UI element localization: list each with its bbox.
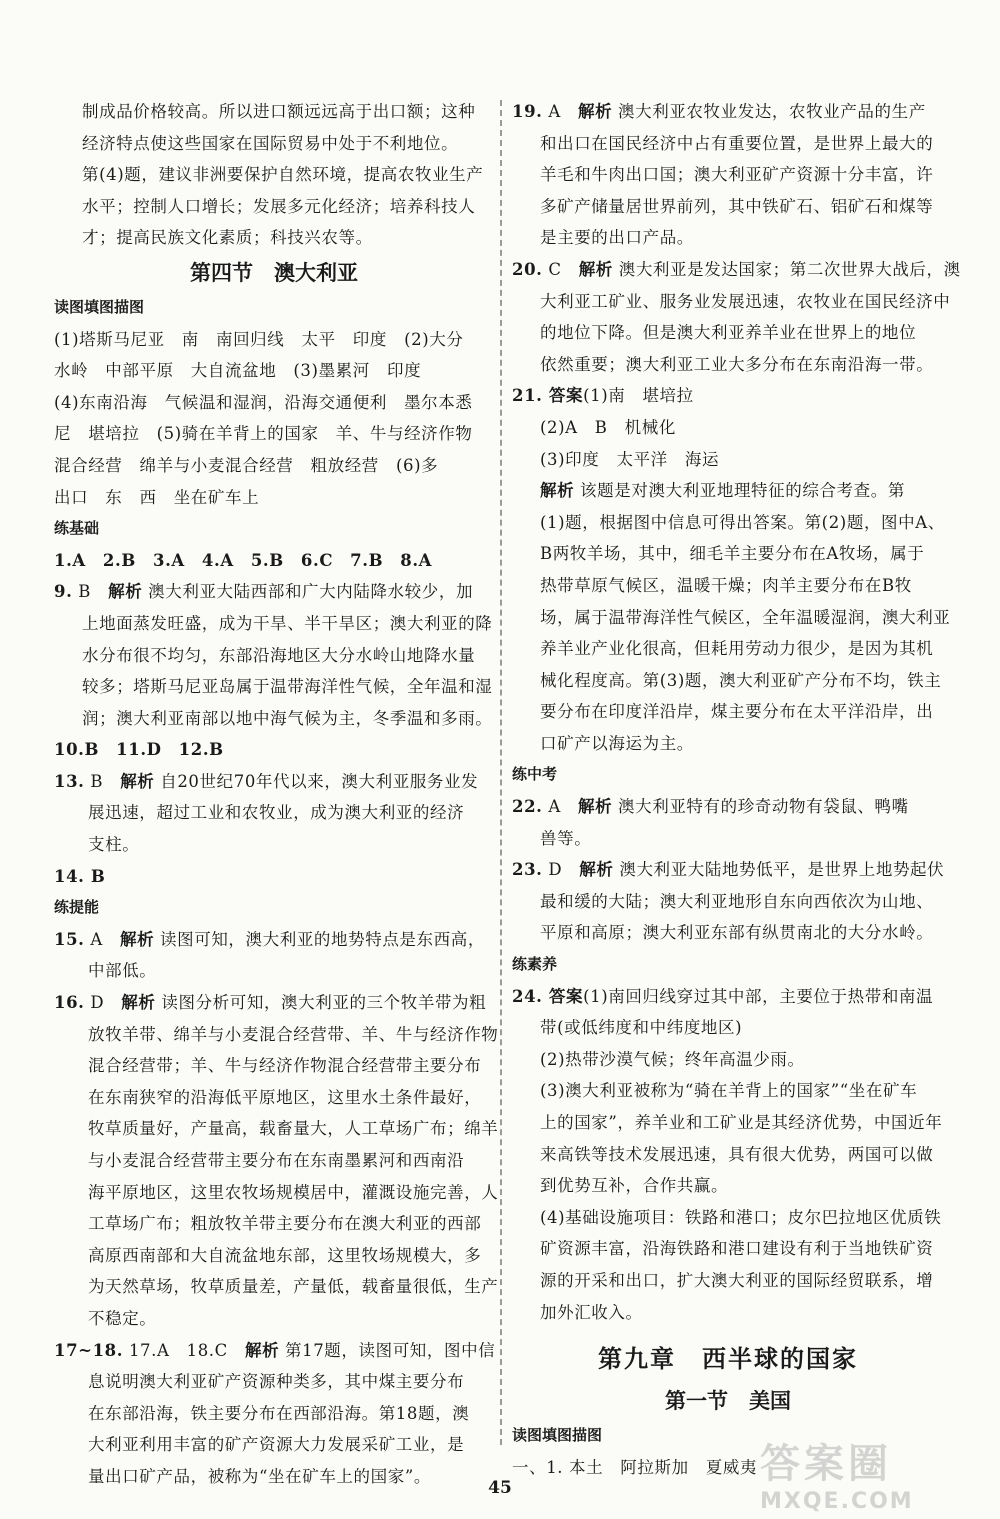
question-19 xyxy=(512,96,944,254)
right-column xyxy=(512,96,961,1483)
text-line: 矿资源丰富，沿海铁路和港口建设有利于当地铁矿资 xyxy=(540,1239,934,1259)
text-line: 养羊业产业化很高，但耗用劳动力很少，是因为其机 xyxy=(540,639,934,659)
watermark-text: 答案圈 xyxy=(760,1441,892,1487)
text-line: 读图可知，澳大利亚的地势特点是东西高， xyxy=(154,929,485,949)
text-line: 读图分析可知，澳大利亚的三个牧羊带为粗 xyxy=(155,993,487,1013)
text-line: (1)题，根据图中信息可得出答案。第(2)题，图中A、 xyxy=(540,512,945,532)
text-line: 该题是对澳大利亚地理特征的综合考查。第 xyxy=(574,481,905,501)
text-line: 经济特点使这些国家在国际贸易中处于不利地位。 xyxy=(82,133,459,153)
text-line: 依然重要；澳大利亚工业大多分布在东南沿海一带。 xyxy=(540,354,934,374)
text-line: (1)南 堪培拉 xyxy=(583,386,694,406)
text-line: 械化程度高。第(3)题，澳大利亚矿产分布不均，铁主 xyxy=(540,670,942,690)
answer-letter: C xyxy=(542,259,579,279)
text-line: 场，属于温带海洋性气候区，全年温暖湿润，澳大利亚 xyxy=(540,607,951,627)
text-line: 为天然草场，牧草质量差，产量低，载畜量很低，生产 xyxy=(88,1277,499,1297)
text-line: 大利亚工矿业、服务业发展迅速，农牧业在国民经济中 xyxy=(540,291,951,311)
text-line: 与小麦混合经营带主要分布在东南墨累河和西南沿 xyxy=(88,1151,465,1170)
answer-letter: B xyxy=(72,582,109,602)
text-line: 一、1. 本土 阿拉斯加 夏威夷 xyxy=(512,1457,758,1477)
answer-letter: 17.A 18.C xyxy=(123,1340,245,1360)
question-20 xyxy=(512,254,961,380)
analysis-keyword: 解析 xyxy=(108,582,143,602)
text-line: (4)基础设施项目：铁路和港口；皮尔巴拉地区优质铁 xyxy=(540,1207,942,1227)
question-number: 9. xyxy=(54,582,73,602)
text-line: 平原和高原；澳大利亚东部有纵贯南北的大分水岭。 xyxy=(540,923,934,943)
text-line: 兽等。 xyxy=(540,828,592,848)
text-line: 大利亚利用丰富的矿产资源大力发展采矿工业，是 xyxy=(88,1435,465,1455)
page-number: 45 xyxy=(488,1478,512,1498)
left-column xyxy=(54,96,499,1493)
text-line: 海平原地区，这里农牧场规模居中，灌溉设施完善，人 xyxy=(88,1182,499,1202)
text-line: (1)塔斯马尼亚 南 南回归线 太平 印度 (2)大分 xyxy=(54,329,464,349)
text-line: 最和缓的大陆；澳大利亚地形自东向西依次为山地、 xyxy=(540,891,934,911)
analysis-keyword: 解析 xyxy=(579,860,614,880)
watermark-url: MXQE.COM xyxy=(760,1489,914,1514)
text-line: 出口 东 西 坐在矿车上 xyxy=(54,487,260,507)
text-line: 的地位下降。但是澳大利亚养羊业在世界上的地位 xyxy=(540,323,917,343)
analysis-keyword: 解析 xyxy=(577,102,613,121)
text-line: 在东部沿海，铁主要分布在西部沿海。第18题，澳 xyxy=(88,1403,470,1423)
text-line: 和出口在国民经济中占有重要位置，是世界上最大的 xyxy=(540,133,934,153)
analysis-keyword: 解析 xyxy=(121,993,156,1013)
text-line: 到优势互补，合作共赢。 xyxy=(540,1176,729,1196)
text-line: 多矿产储量居世界前列，其中铁矿石、铝矿石和煤等 xyxy=(540,196,934,216)
text-line: 放牧羊带、绵羊与小麦混合经营带、羊、牛与经济作物 xyxy=(88,1024,499,1044)
label-improve: 练提能 xyxy=(54,898,100,917)
label-fill-map: 读图填图描图 xyxy=(512,1426,603,1445)
question-13 xyxy=(54,766,494,861)
question-number: 17~18. xyxy=(54,1340,124,1360)
question-number: 22. xyxy=(512,797,543,817)
intro-paragraph xyxy=(54,96,494,254)
section-title: 第一节 美国 xyxy=(665,1389,791,1414)
label-basic: 练基础 xyxy=(54,519,100,538)
question-number: 20. xyxy=(512,259,543,279)
text-line: 较多；塔斯马尼亚岛属于温带海洋性气候，全年温和湿 xyxy=(82,677,493,697)
text-line: 工草场广布；粗放牧羊带主要分布在澳大利亚的西部 xyxy=(88,1214,482,1234)
answer-letter: D xyxy=(542,860,580,880)
text-line: 要分布在印度洋沿岸，煤主要分布在太平洋沿岸，出 xyxy=(540,702,934,722)
text-line: 带(或低纬度和中纬度地区) xyxy=(540,1018,743,1038)
question-21 xyxy=(512,380,951,759)
text-line: (3)印度 太平洋 海运 xyxy=(540,449,720,469)
text-line: 第17题，读图可知，图中信 xyxy=(279,1340,496,1360)
answers-10-12: 10.B 11.D 12.B xyxy=(54,740,224,760)
label-exam: 练中考 xyxy=(512,765,558,784)
text-line: 澳大利亚农牧业发达，农牧业产品的生产 xyxy=(612,102,926,121)
analysis-keyword: 解析 xyxy=(540,481,575,501)
analysis-keyword: 解析 xyxy=(578,259,613,279)
text-line: 制成品价格较高。所以进口额远远高于出口额；这种 xyxy=(82,102,476,121)
text-line: 羊毛和牛肉出口国；澳大利亚矿产资源十分丰富，许 xyxy=(540,165,934,185)
text-line: 上地面蒸发旺盛，成为干旱、半干旱区；澳大利亚的降 xyxy=(82,613,493,633)
answer-keyword: 答案 xyxy=(542,986,584,1006)
question-number: 23. xyxy=(512,860,543,880)
text-line: (4)东南沿海 气候温和湿润，沿海交通便利 墨尔本悉 xyxy=(54,392,473,412)
text-line: (2)热带沙漠气候；终年高温少雨。 xyxy=(540,1049,805,1069)
text-line: (2)A B 机械化 xyxy=(540,417,676,437)
text-line: 第(4)题，建议非洲要保护自然环境，提高农牧业生产 xyxy=(82,165,484,185)
label-quality: 练素养 xyxy=(512,955,558,974)
question-number: 16. xyxy=(54,993,85,1013)
section-title: 第四节 澳大利亚 xyxy=(190,260,358,285)
text-line: (3)澳大利亚被称为“骑在羊背上的国家”“坐在矿车 xyxy=(540,1081,918,1101)
question-24 xyxy=(512,981,944,1329)
text-line: (1)南回归线穿过其中部，主要位于热带和南温 xyxy=(583,986,934,1006)
text-line: 澳大利亚是发达国家；第二次世界大战后，澳 xyxy=(612,259,961,279)
label-fill-map: 读图填图描图 xyxy=(54,297,145,316)
text-line: 高原西南部和大自流盆地东部，这里牧场规模大，多 xyxy=(88,1245,482,1265)
text-line: 上的国家”，养羊业和工矿业是其经济优势，中国近年 xyxy=(540,1113,943,1132)
answer-letter: A xyxy=(84,929,120,949)
question-number: 24. xyxy=(512,986,543,1006)
question-16 xyxy=(54,987,499,1335)
text-line: 展迅速，超过工业和农牧业，成为澳大利亚的经济 xyxy=(88,803,465,823)
text-line: 才；提高民族文化素质；科技兴农等。 xyxy=(82,228,373,248)
analysis-keyword: 解析 xyxy=(119,929,155,949)
question-14: 14. B xyxy=(54,866,106,886)
text-line: 中部低。 xyxy=(88,961,157,981)
text-line: 支柱。 xyxy=(88,835,140,855)
text-line: 自20世纪70年代以来，澳大利亚服务业发 xyxy=(154,771,479,791)
text-line: 在东南狭窄的沿海低平原地区，这里水土条件最好， xyxy=(88,1087,482,1107)
text-line: 量出口矿产品，被称为“坐在矿车上的国家”。 xyxy=(88,1466,431,1486)
column-divider xyxy=(500,100,502,1445)
text-line: 尼 堪培拉 (5)骑在羊背上的国家 羊、牛与经济作物 xyxy=(54,424,473,444)
text-line: 润；澳大利亚南部以地中海气候为主，冬季温和多雨。 xyxy=(82,708,493,728)
text-line: 水岭 中部平原 大自流盆地 (3)墨累河 印度 xyxy=(54,361,422,381)
answer-letter: A xyxy=(542,102,578,121)
analysis-keyword: 解析 xyxy=(577,797,613,817)
question-23 xyxy=(512,854,944,949)
text-line: 热带草原气候区，温暖干燥；肉羊主要分布在B牧 xyxy=(540,575,912,595)
answer-letter: A xyxy=(542,797,578,817)
text-line: 口矿产以海运为主。 xyxy=(540,733,694,753)
question-number: 21. xyxy=(512,386,543,406)
text-line: 牧草质量好，产量高，载畜量大，人工草场广布；绵羊 xyxy=(88,1119,499,1139)
text-line: 息说明澳大利亚矿产资源种类多，其中煤主要分布 xyxy=(88,1372,465,1392)
text-line: 是主要的出口产品。 xyxy=(540,228,694,248)
text-line: 水平；控制人口增长；发展多元化经济；培养科技人 xyxy=(82,196,476,216)
text-line: 来高铁等技术发展迅速，具有很大优势，两国可以做 xyxy=(540,1144,934,1164)
analysis-keyword: 解析 xyxy=(244,1340,280,1360)
basic-answers: 1.A 2.B 3.A 4.A 5.B 6.C 7.B 8.A xyxy=(54,550,433,570)
question-22 xyxy=(512,791,944,854)
text-line: 源的开采和出口，扩大澳大利亚的国际经贸联系，增 xyxy=(540,1270,934,1290)
question-number: 15. xyxy=(54,929,85,949)
question-17-18 xyxy=(54,1335,494,1493)
question-9 xyxy=(54,576,494,734)
question-15 xyxy=(54,924,494,987)
text-line: 加外汇收入。 xyxy=(540,1302,643,1322)
text-line: 水分布很不均匀，东部沿海地区大分水岭山地降水量 xyxy=(82,645,476,665)
answer-letter: B xyxy=(84,771,121,791)
text-line: 澳大利亚特有的珍奇动物有袋鼠、鸭嘴 xyxy=(612,797,909,817)
analysis-keyword: 解析 xyxy=(120,771,155,791)
question-number: 19. xyxy=(512,102,543,121)
fill-map-answers xyxy=(54,324,494,514)
question-number: 13. xyxy=(54,771,85,791)
text-line: 澳大利亚大陆西部和广大内陆降水较少，加 xyxy=(142,582,474,602)
text-line: 不稳定。 xyxy=(88,1308,157,1328)
answer-letter: D xyxy=(84,993,122,1013)
chapter-title: 第九章 西半球的国家 xyxy=(598,1344,858,1374)
text-line: 混合经营 绵羊与小麦混合经营 粗放经营 (6)多 xyxy=(54,455,439,475)
text-line: B两牧羊场，其中，细毛羊主要分布在A牧场，属于 xyxy=(540,544,925,564)
text-line: 混合经营带；羊、牛与经济作物混合经营带主要分布 xyxy=(88,1056,482,1076)
text-line: 澳大利亚大陆地势低平，是世界上地势起伏 xyxy=(613,860,945,880)
answer-keyword: 答案 xyxy=(542,386,584,406)
watermark-logo xyxy=(760,1432,980,1512)
